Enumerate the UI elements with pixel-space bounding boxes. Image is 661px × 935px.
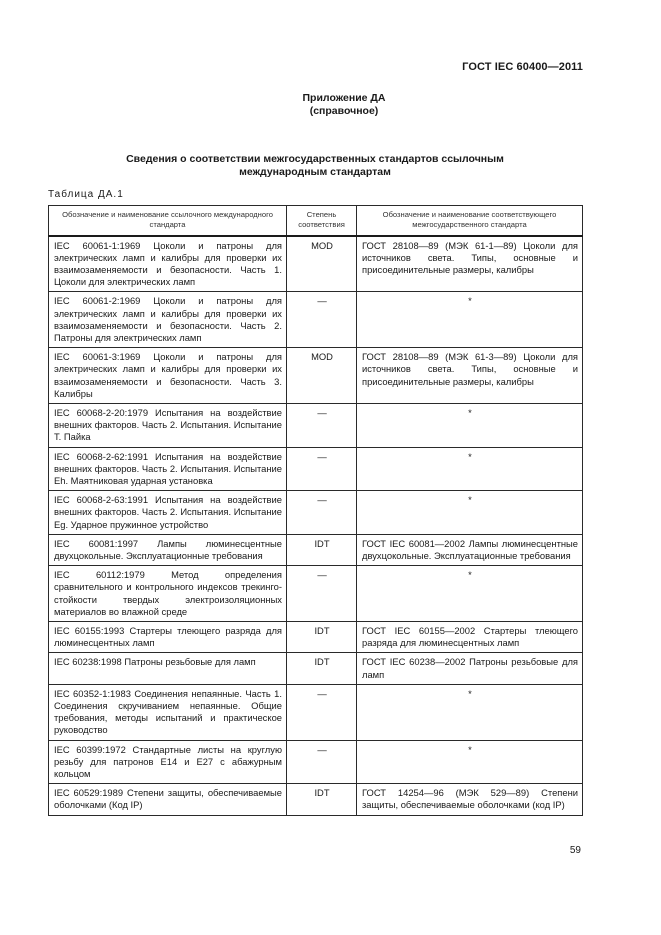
national-standard-cell: ГОСТ IEC 60155—2002 Стартеры тлеющего разряда для люминесцентных ламп [357, 621, 583, 652]
intl-standard-cell: IEC 60061-2:1969 Цоколи и патроны для электрических ламп и калибры для проверки их взаимозаменяемости и безопасности. Часть 2. Патроны для электрических ламп [49, 292, 287, 348]
table-row [49, 292, 583, 348]
national-standard-cell: * [357, 684, 583, 740]
intl-standard-cell: IEC 60112:1979 Метод определения сравнительного и контрольного индексов трекинго-стойкости твердых электроизоляционных материалов во влажной среде [49, 566, 287, 622]
section-heading-line-1: Сведения о соответствии межгосударственных стандартов ссылочным [126, 153, 504, 165]
intl-standard-cell: IEC 60068-2-20:1979 Испытания на воздействие внешних факторов. Часть 2. Испытания. Испытание Т. Пайка [49, 403, 287, 447]
intl-standard-cell: IEC 60068-2-62:1991 Испытания на воздействие внешних факторов. Часть 2. Испытания. Испытание Eh. Маятниковая ударная установка [49, 447, 287, 491]
page-number: 59 [569, 845, 581, 856]
national-standard-cell: ГОСТ 28108—89 (МЭК 61-3—89) Цоколи для источников света. Типы, основные и присоединительные размеры, калибры [357, 348, 583, 404]
degree-cell: MOD [287, 236, 357, 292]
degree-cell: — [287, 566, 357, 622]
document-id: ГОСТ IEC 60400—2011 [462, 61, 583, 73]
table-row [49, 534, 583, 565]
section-heading [48, 153, 582, 179]
intl-standard-cell: IEC 60399:1972 Стандартные листы на круглую резьбу для патронов Е14 и Е27 с абажурным кольцом [49, 740, 287, 784]
table-row [49, 236, 583, 292]
national-standard-cell: * [357, 566, 583, 622]
intl-standard-cell: IEC 60529:1989 Степени защиты, обеспечиваемые оболочками (Код IP) [49, 784, 287, 815]
table-header-row [49, 206, 583, 236]
column-header-national: Обозначение и наименование соответствующего межгосударственного стандарта [357, 206, 583, 236]
intl-standard-cell: IEC 60155:1993 Стартеры тлеющего разряда для люминесцентных ламп [49, 621, 287, 652]
degree-cell: — [287, 740, 357, 784]
intl-standard-cell: IEC 60081:1997 Лампы люминесцентные двухцокольные. Эксплуатационные требования [49, 534, 287, 565]
intl-standard-cell: IEC 60068-2-63:1991 Испытания на воздействие внешних факторов. Часть 2. Испытания. Испытание Eg. Ударное пружинное устройство [49, 491, 287, 535]
intl-standard-cell: IEC 60061-1:1969 Цоколи и патроны для электрических ламп и калибры для проверки их взаимозаменяемости и безопасности. Часть 1. Цоколи для электрических ламп [49, 236, 287, 292]
national-standard-cell: * [357, 403, 583, 447]
degree-cell: — [287, 684, 357, 740]
intl-standard-cell: IEC 60352-1:1983 Соединения непаянные. Часть 1. Соединения скручиванием непаянные. Общие требования, методы испытаний и практическое руководство [49, 684, 287, 740]
intl-standard-cell: IEC 60238:1998 Патроны резьбовые для ламп [49, 653, 287, 684]
national-standard-cell: ГОСТ 28108—89 (МЭК 61-1—89) Цоколи для источников света. Типы, основные и присоединительные размеры, калибры [357, 236, 583, 292]
degree-cell: — [287, 403, 357, 447]
national-standard-cell: ГОСТ 14254—96 (МЭК 529—89) Степени защиты, обеспечиваемые оболочками (код IP) [357, 784, 583, 815]
national-standard-cell: * [357, 292, 583, 348]
table-row [49, 653, 583, 684]
table-body [49, 236, 583, 816]
column-header-degree: Степень соответствия [287, 206, 357, 236]
degree-cell: — [287, 292, 357, 348]
degree-cell: MOD [287, 348, 357, 404]
table-row [49, 491, 583, 535]
national-standard-cell: ГОСТ IEC 60238—2002 Патроны резьбовые для ламп [357, 653, 583, 684]
table-row [49, 447, 583, 491]
table-row [49, 566, 583, 622]
correspondence-table [48, 205, 583, 816]
degree-cell: IDT [287, 621, 357, 652]
intl-standard-cell: IEC 60061-3:1969 Цоколи и патроны для электрических ламп и калибры для проверки их взаимозаменяемости и безопасности. Часть 3. Калибры [49, 348, 287, 404]
table-row [49, 403, 583, 447]
table-row [49, 621, 583, 652]
degree-cell: IDT [287, 534, 357, 565]
appendix-heading [0, 92, 661, 118]
table-caption: Таблица ДА.1 [48, 189, 124, 200]
appendix-subtitle: (справочное) [309, 105, 379, 117]
national-standard-cell: ГОСТ IEC 60081—2002 Лампы люминесцентные двухцокольные. Эксплуатационные требования [357, 534, 583, 565]
national-standard-cell: * [357, 740, 583, 784]
degree-cell: — [287, 491, 357, 535]
degree-cell: — [287, 447, 357, 491]
table-row [49, 684, 583, 740]
table-row [49, 348, 583, 404]
degree-cell: IDT [287, 653, 357, 684]
appendix-title: Приложение ДА [302, 92, 386, 104]
column-header-intl: Обозначение и наименование ссылочного международного стандарта [49, 206, 287, 236]
section-heading-line-2: международным стандартам [239, 166, 391, 178]
national-standard-cell: * [357, 447, 583, 491]
table-row [49, 740, 583, 784]
national-standard-cell: * [357, 491, 583, 535]
table-row [49, 784, 583, 815]
degree-cell: IDT [287, 784, 357, 815]
